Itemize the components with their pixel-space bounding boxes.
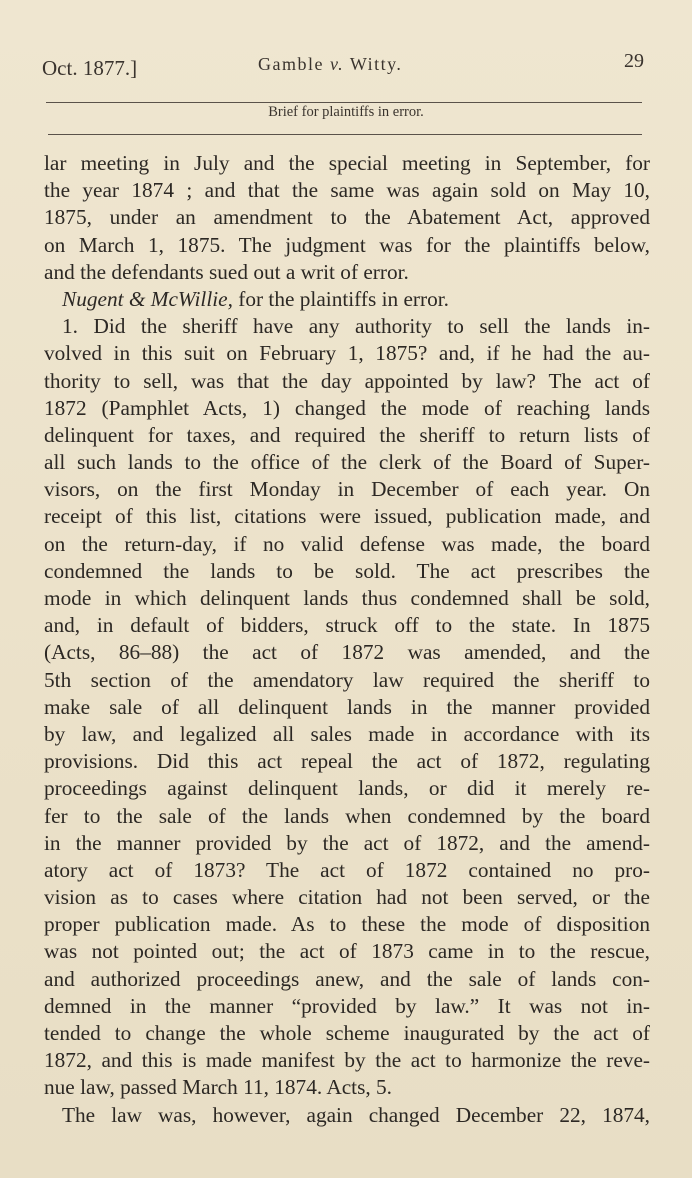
case-party-1: Gamble: [258, 54, 324, 74]
header-rule-top: [46, 102, 642, 103]
text-line: volved in this suit on February 1, 1875? and, if he had the au-: [44, 341, 650, 366]
text-line: The law was, however, again changed December 22, 1874,: [62, 1102, 650, 1127]
text-line: delinquent for taxes, and required the sheriff to return lists of: [44, 422, 650, 447]
text-line: 1. Did the sheriff have any authority to sell the lands in-: [62, 314, 650, 339]
text-line: 1875, under an amendment to the Abatement Act, approved: [44, 205, 650, 230]
case-party-2: Witty.: [349, 54, 403, 74]
counsel-names: Nugent & McWillie,: [62, 286, 233, 311]
text-line: proper publication made. As to these the mode of disposition: [44, 912, 650, 937]
text-line: 5th section of the amendatory law required the sheriff to: [44, 667, 650, 692]
text-line: thority to sell, was that the day appointed by law? The act of: [44, 368, 650, 393]
page-number: 29: [624, 50, 644, 72]
text-line: demned in the manner “provided by law.” It was not in-: [44, 993, 650, 1018]
text-line: vision as to cases where citation had not been served, or the: [44, 885, 650, 910]
counsel-line: [44, 286, 650, 313]
text-line: mode in which delinquent lands thus condemned shall be sold,: [44, 586, 650, 610]
text-line: all such lands to the office of the clerk of the Board of Super-: [44, 450, 650, 475]
text-line: visors, on the first Monday in December of each year. On: [44, 477, 650, 502]
section-subtitle: Brief for plaintiffs in error.: [268, 104, 424, 120]
text-line: 1872, and this is made manifest by the act to harmonize the reve-: [44, 1048, 650, 1073]
text-line: proceedings against delinquent lands, or did it merely re-: [44, 776, 650, 801]
counsel-role: for the plaintiffs in error.: [232, 286, 450, 311]
text-line: condemned the lands to be sold. The act prescribes the: [44, 558, 650, 583]
text-line: and authorized proceedings anew, and the sale of lands con-: [44, 966, 650, 991]
text-line: tended to change the whole scheme inaugurated by the act of: [44, 1021, 650, 1045]
text-line: the year 1874 ; and that the same was again sold on May 10,: [44, 178, 650, 203]
text-line: and the defendants sued out a writ of error.: [44, 259, 409, 284]
text-line: by law, and legalized all sales made in accordance with its: [44, 721, 650, 746]
text-line: fer to the sale of the lands when condemned by the board: [44, 803, 650, 828]
text-line: in the manner provided by the act of 1872, and the amend-: [44, 830, 650, 855]
text-line: receipt of this list, citations were issued, publication made, and: [44, 504, 650, 529]
case-versus: v.: [329, 54, 345, 74]
text-line: on March 1, 1875. The judgment was for the plaintiffs below,: [44, 232, 650, 257]
header-rule-bottom: [48, 134, 642, 135]
header-date: Oct. 1877.]: [42, 56, 138, 80]
text-line: atory act of 1873? The act of 1872 contained no pro-: [44, 857, 650, 882]
text-line: and, in default of bidders, struck off to the state. In 1875: [44, 613, 650, 638]
text-line: lar meeting in July and the special meeting in September, for: [44, 151, 650, 175]
text-line: provisions. Did this act repeal the act of 1872, regulating: [44, 749, 650, 774]
text-line: on the return-day, if no valid defense was made, the board: [44, 531, 650, 556]
text-line: 1872 (Pamphlet Acts, 1) changed the mode of reaching lands: [44, 395, 650, 420]
running-header: [42, 50, 644, 86]
text-line: nue law, passed March 11, 1874. Acts, 5.: [44, 1075, 392, 1100]
header-case-title: [258, 54, 402, 75]
text-line: (Acts, 86–88) the act of 1872 was amended, and the: [44, 640, 650, 665]
body-text: [44, 150, 650, 1129]
text-line: make sale of all delinquent lands in the manner provided: [44, 694, 650, 719]
text-line: was not pointed out; the act of 1873 came in to the rescue,: [44, 939, 650, 964]
